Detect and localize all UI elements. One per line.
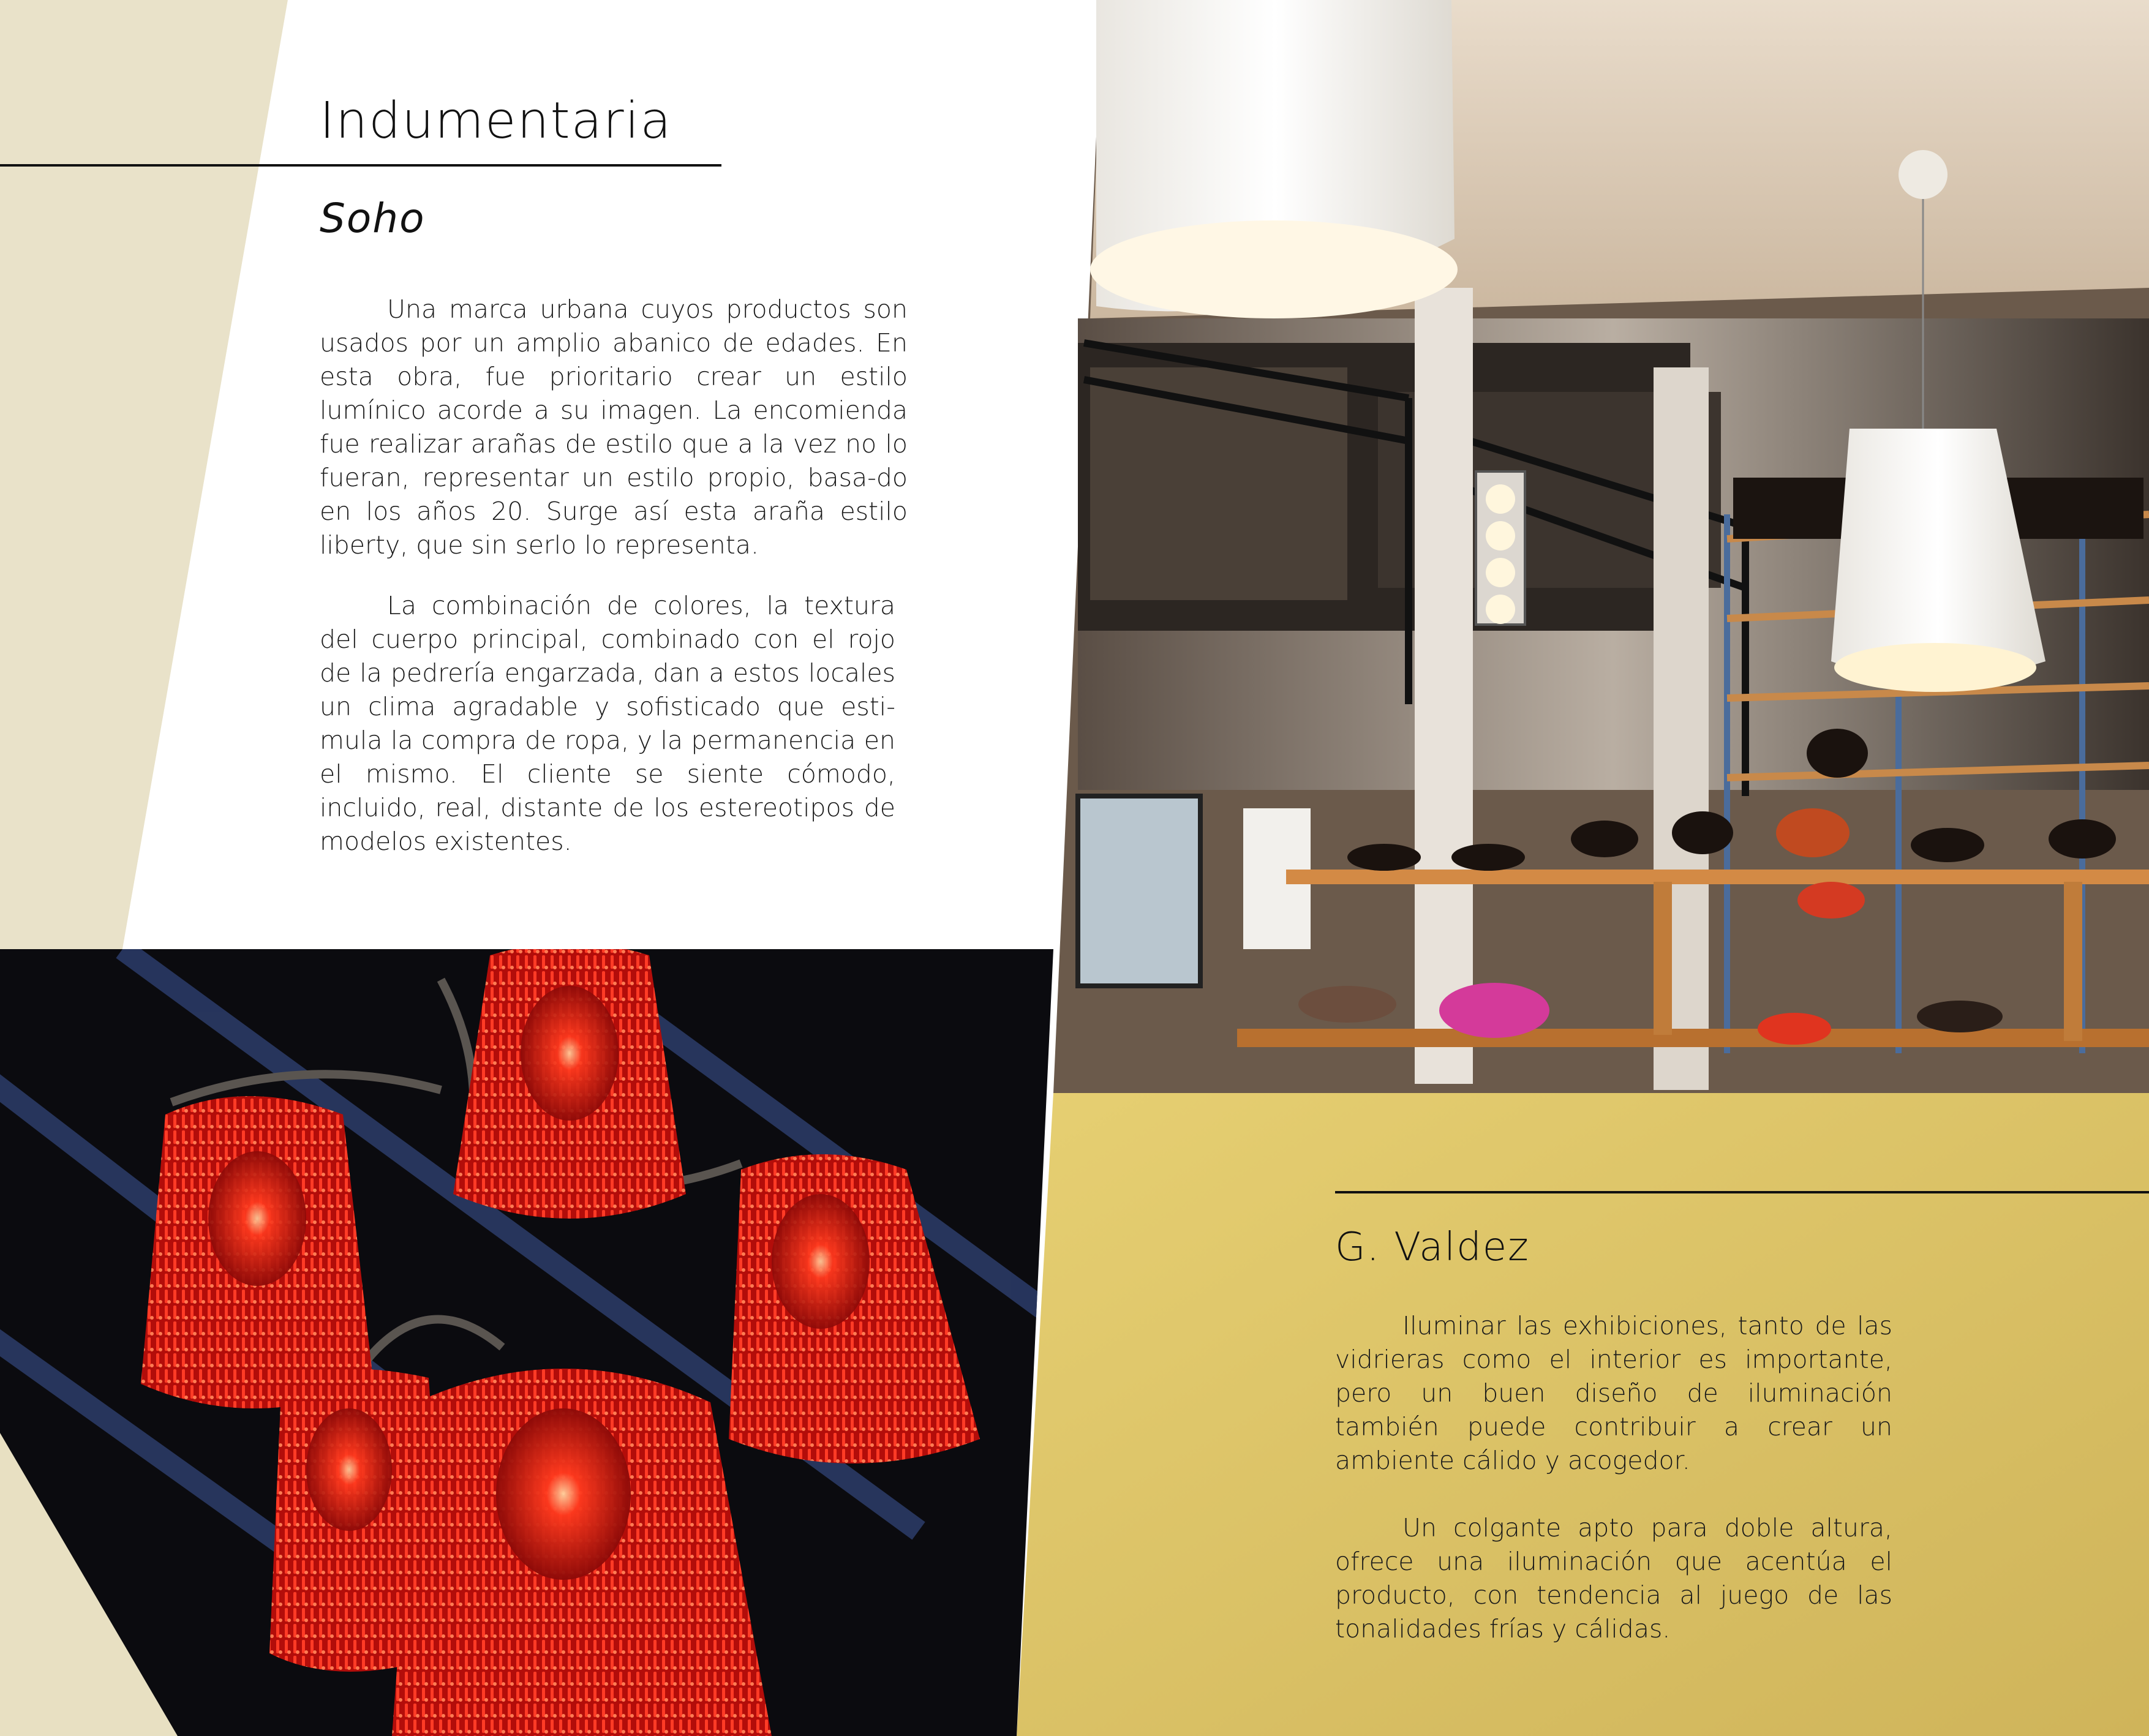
valdez-divider [1335, 1191, 2149, 1193]
brand-title-valdez: G. Valdez [1335, 1225, 1530, 1270]
section-category-title: Indumentaria [320, 92, 672, 150]
brand-title-soho: Soho [320, 195, 426, 242]
chandelier-photo [0, 943, 1053, 1736]
store-photo [1053, 0, 2149, 1093]
valdez-paragraph-1: Iluminar las exhibiciones, tanto de las vidrieras como el interior es importante, pero un buen diseño de iluminación también puede contribuir a crear un ambiente cálido y acogedor. [1335, 1311, 1892, 1475]
soho-paragraph-1: Una marca urbana cuyos productos son usados por un amplio abanico de edades. En esta obra, fue prioritario crear un estilo lumínico acorde a su imagen. La encomienda fue realizar arañas de estilo que a la vez no lo fueran, representar un estilo propio, basa-do en los años 20. Surge así esta araña estilo liberty, que sin serlo lo representa. [320, 295, 908, 560]
title-divider [0, 164, 721, 167]
soho-paragraph-2: La combinación de colores, la textura del cuerpo principal, combinado con el rojo de la pedrería engarzada, dan a estos locales un clima agradable y sofisticado que esti-mula la compra de ropa, y la permanencia en el mismo. El cliente se siente cómodo, incluido, real, distante de los estereotipos de modelos existentes. [320, 591, 895, 856]
valdez-paragraph-2: Un colgante apto para doble altura, ofrece una iluminación que acentúa el producto, con tendencia al juego de las tonalidades frías y cálidas. [1335, 1513, 1892, 1644]
